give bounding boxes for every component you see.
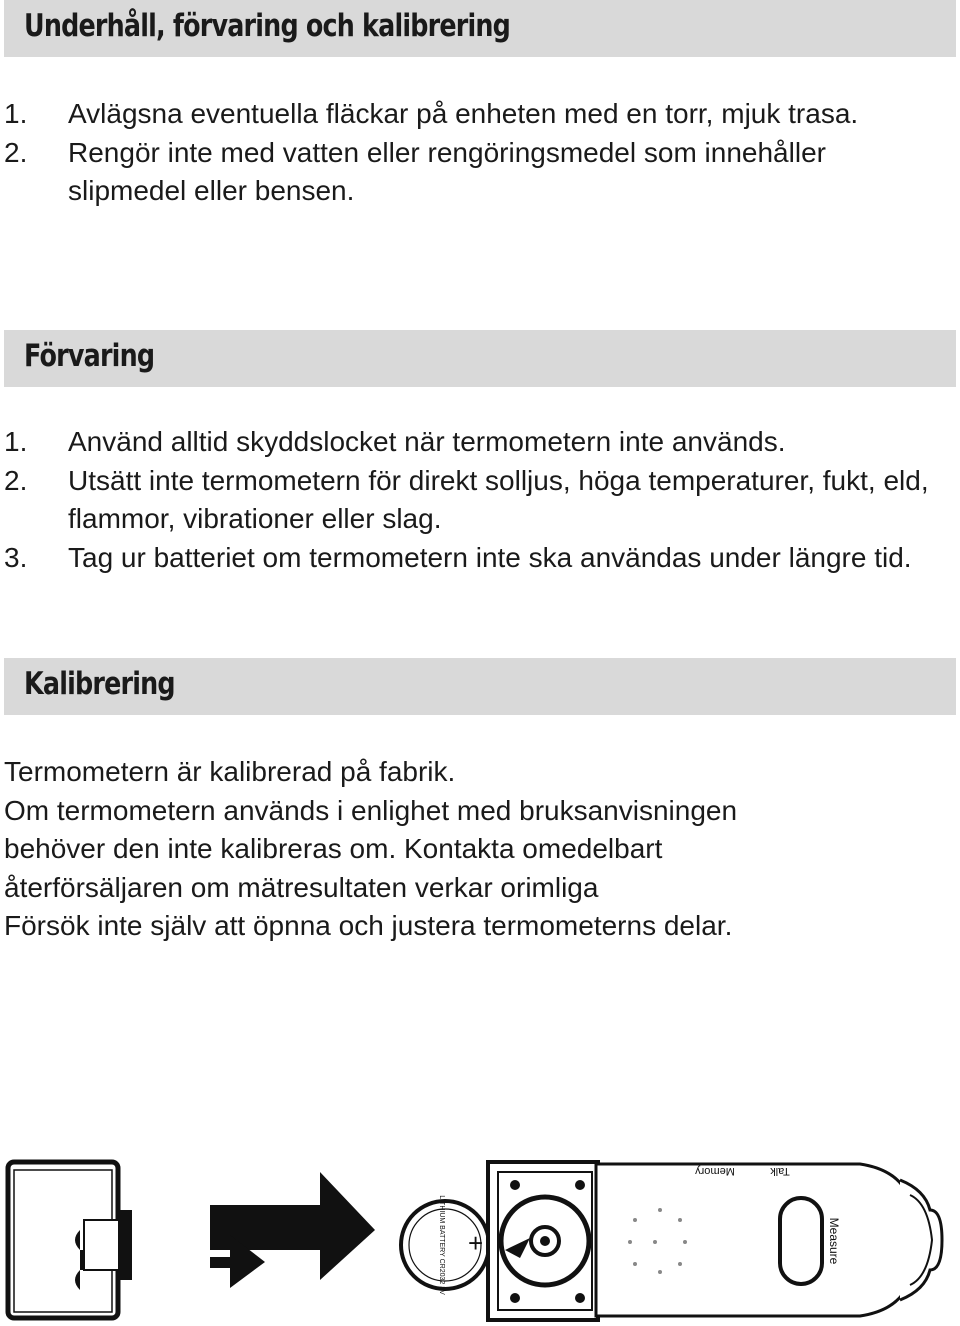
paragraph-line: behöver den inte kalibreras om. Kontakta omedelbart	[4, 833, 663, 864]
item-text: Utsätt inte termometern för direkt solljus, höga temperaturer, fukt, eld, flammor, vibrationer eller slag.	[68, 464, 929, 534]
battery-compartment-illustration	[488, 1162, 598, 1320]
protective-cap-illustration	[8, 1162, 132, 1318]
paragraph-line: Försök inte själv att öpnna och justera termometerns delar.	[4, 910, 733, 941]
item-text: Rengör inte med vatten eller rengöringsmedel som innehåller slipmedel eller bensen.	[68, 136, 826, 206]
storage-list	[4, 423, 944, 577]
paragraph-line: Termometern är kalibrerad på fabrik.	[4, 756, 456, 787]
list-item	[4, 539, 944, 578]
section-title: Kalibrering	[24, 666, 175, 702]
section-header-maintenance	[4, 0, 956, 57]
item-number: 1.	[4, 426, 28, 457]
list-item	[4, 423, 944, 462]
section-header-storage	[4, 330, 956, 387]
paragraph-line: Om termometern används i enlighet med bruksanvisningen	[4, 794, 738, 826]
item-text: Tag ur batteriet om termometern inte ska användas under längre tid.	[68, 541, 912, 573]
section-title: Förvaring	[24, 338, 155, 374]
list-item	[4, 95, 944, 134]
maintenance-list	[4, 95, 944, 211]
calibration-paragraph	[4, 753, 944, 946]
item-number: 2.	[4, 464, 28, 496]
battery-diagram	[0, 1150, 960, 1326]
battery-label: LITHIUM BATTERY CR2032 3V	[438, 1195, 445, 1295]
section-title: Underhåll, förvaring och kalibrering	[24, 8, 511, 44]
list-item	[4, 134, 944, 211]
thermometer-body-illustration	[596, 1164, 942, 1316]
paragraph-line: återförsäljaren om mätresultaten verkar orimliga	[4, 871, 599, 903]
item-number: 1.	[4, 98, 28, 129]
item-number: 3.	[4, 541, 28, 573]
item-number: 2.	[4, 136, 28, 168]
talk-button-label: Talk	[770, 1165, 790, 1177]
battery-coin-illustration	[401, 1195, 489, 1295]
item-text: Avlägsna eventuella fläckar på enheten med en torr, mjuk trasa.	[68, 98, 859, 129]
measure-button-label: Measure	[827, 1217, 841, 1265]
section-header-calibration	[4, 658, 956, 715]
list-item	[4, 462, 944, 539]
polarity-label: +	[468, 1228, 484, 1258]
item-text: Använd alltid skyddslocket när termometern inte används.	[68, 426, 786, 457]
memory-button-label: Memory	[695, 1165, 735, 1177]
